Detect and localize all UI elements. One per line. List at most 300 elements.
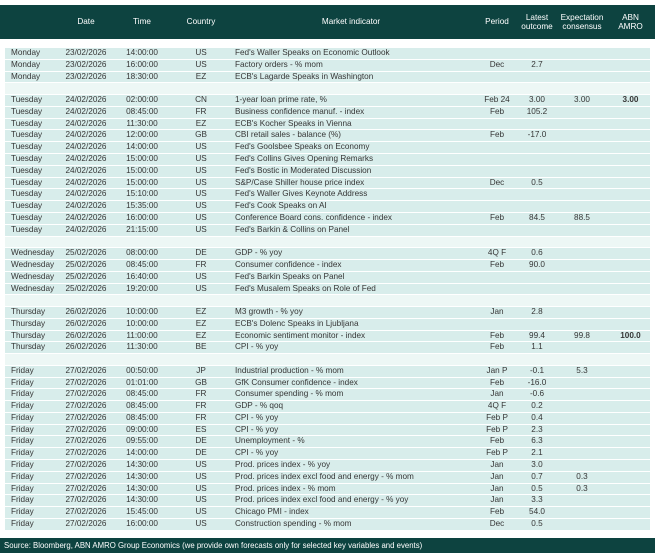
- cell-country: EZ: [195, 318, 207, 328]
- cell-time: 11:30:00: [126, 342, 158, 352]
- table-body: [0, 48, 655, 530]
- cell-latest: 105.2: [526, 106, 548, 116]
- cell-indicator: Fed's Waller Speaks on Economic Outlook: [235, 48, 390, 57]
- cell-date: 26/02/2026: [65, 318, 107, 328]
- cell-indicator: Fed's Waller Gives Keynote Address: [235, 189, 368, 199]
- cell-period: Jan: [490, 483, 504, 493]
- table-row: [5, 484, 650, 495]
- header-abnamro-line2: AMRO: [618, 22, 643, 31]
- cell-period: Feb: [489, 106, 505, 116]
- cell-country: DE: [195, 448, 207, 458]
- cell-time: 02:00:00: [126, 94, 158, 104]
- cell-latest: 0.5: [531, 483, 543, 493]
- cell-indicator: GDP - % yoy: [235, 248, 283, 258]
- cell-time: 11:00:00: [126, 330, 158, 340]
- cell-time: 16:00:00: [126, 519, 158, 529]
- cell-indicator: Fed's Barkin Speaks on Panel: [235, 271, 345, 281]
- cell-indicator: Fed's Musalem Speaks on Role of Fed: [235, 283, 376, 293]
- cell-day: Tuesday: [11, 153, 43, 163]
- cell-day: Wednesday: [11, 259, 55, 269]
- cell-period: Feb 24: [484, 94, 510, 104]
- cell-indicator: ECB's Dolenc Speaks in Ljubljana: [235, 318, 359, 328]
- cell-country: US: [195, 212, 207, 222]
- cell-indicator: Chicago PMI - index: [235, 507, 309, 517]
- table-row: [5, 189, 650, 200]
- cell-indicator: Business confidence manuf. - index: [235, 106, 365, 116]
- cell-day: Tuesday: [11, 201, 43, 211]
- cell-indicator: Fed's Bostic in Moderated Discussion: [235, 165, 372, 175]
- table-row: [5, 460, 650, 471]
- cell-date: 23/02/2026: [65, 71, 107, 81]
- cell-day: Tuesday: [11, 118, 43, 128]
- cell-date: 27/02/2026: [65, 507, 107, 517]
- cell-country: US: [195, 224, 207, 234]
- table-row: [5, 107, 650, 118]
- cell-period: Jan: [490, 460, 504, 470]
- cell-date: 26/02/2026: [65, 342, 107, 352]
- cell-date: 25/02/2026: [65, 259, 107, 269]
- cell-indicator: Unemployment - %: [235, 436, 305, 446]
- cell-day: Wednesday: [11, 271, 55, 281]
- cell-country: US: [195, 153, 207, 163]
- cell-period: Jan: [490, 306, 504, 316]
- table-row: [5, 272, 650, 283]
- cell-date: 27/02/2026: [65, 401, 107, 411]
- cell-time: 16:40:00: [126, 271, 158, 281]
- cell-time: 11:30:00: [126, 118, 158, 128]
- cell-time: 15:35:00: [126, 201, 158, 211]
- source-footer: Source: Bloomberg, ABN AMRO Group Economics (we provide own forecasts only for selected key variables and events): [0, 538, 655, 553]
- cell-date: 27/02/2026: [65, 377, 107, 387]
- cell-country: FR: [195, 401, 207, 411]
- cell-date: 25/02/2026: [65, 271, 107, 281]
- cell-indicator: GDP - % qoq: [235, 401, 284, 411]
- cell-day: Thursday: [11, 342, 46, 352]
- cell-country: US: [195, 48, 207, 57]
- cell-time: 09:55:00: [126, 436, 158, 446]
- cell-consensus: 0.3: [576, 483, 588, 493]
- table-row: [5, 72, 650, 83]
- cell-day: Friday: [11, 519, 34, 529]
- cell-time: 08:45:00: [126, 412, 158, 422]
- table-row: [5, 366, 650, 377]
- cell-day: Monday: [11, 59, 41, 69]
- cell-day: Tuesday: [11, 142, 43, 152]
- table-row: [5, 319, 650, 330]
- cell-date: 27/02/2026: [65, 448, 107, 458]
- cell-day: Monday: [11, 71, 41, 81]
- table-row: [5, 201, 650, 212]
- cell-day: Thursday: [11, 306, 46, 316]
- cell-period: Dec: [489, 177, 505, 187]
- cell-day: Friday: [11, 424, 34, 434]
- cell-date: 24/02/2026: [65, 177, 107, 187]
- cell-time: 08:45:00: [126, 259, 158, 269]
- cell-latest: 2.8: [531, 306, 543, 316]
- cell-indicator: CPI - % yoy: [235, 342, 279, 352]
- cell-period: Feb: [489, 130, 505, 140]
- cell-time: 14:30:00: [126, 495, 158, 505]
- cell-consensus: 0.3: [576, 471, 588, 481]
- cell-indicator: Fed's Cook Speaks on AI: [235, 201, 327, 211]
- cell-time: 14:00:00: [126, 48, 158, 57]
- table-row: [5, 519, 650, 530]
- cell-indicator: CPI - % yoy: [235, 412, 279, 422]
- table-row: [5, 119, 650, 130]
- cell-date: 27/02/2026: [65, 460, 107, 470]
- header-consensus-line2: consensus: [562, 22, 602, 31]
- table-row: [5, 225, 650, 236]
- cell-abnamro: 100.0: [620, 330, 641, 340]
- table-row: [5, 331, 650, 342]
- day-separator: [5, 354, 650, 365]
- table-row: [5, 130, 650, 141]
- cell-period: Feb: [489, 342, 505, 352]
- cell-time: 08:45:00: [126, 401, 158, 411]
- cell-time: 08:45:00: [126, 106, 158, 116]
- cell-date: 24/02/2026: [65, 189, 107, 199]
- cell-indicator: ECB's Lagarde Speaks in Washington: [235, 71, 374, 81]
- cell-country: FR: [195, 412, 207, 422]
- cell-country: US: [195, 189, 207, 199]
- cell-day: Tuesday: [11, 130, 43, 140]
- cell-date: 27/02/2026: [65, 412, 107, 422]
- cell-date: 24/02/2026: [65, 153, 107, 163]
- cell-country: EZ: [195, 71, 207, 81]
- cell-time: 15:00:00: [126, 165, 158, 175]
- cell-country: JP: [196, 365, 206, 375]
- cell-country: US: [195, 177, 207, 187]
- table-row: [5, 436, 650, 447]
- header-time: Time: [133, 17, 151, 27]
- cell-indicator: Fed's Collins Gives Opening Remarks: [235, 153, 374, 163]
- cell-country: CN: [195, 94, 207, 104]
- cell-date: 27/02/2026: [65, 365, 107, 375]
- cell-day: Friday: [11, 507, 34, 517]
- cell-date: 27/02/2026: [65, 495, 107, 505]
- cell-country: ES: [195, 424, 207, 434]
- cell-time: 14:30:00: [126, 460, 158, 470]
- cell-indicator: Consumer spending - % mom: [235, 389, 344, 399]
- day-separator: [5, 83, 650, 94]
- cell-period: 4Q F: [487, 248, 507, 258]
- cell-time: 08:45:00: [126, 389, 158, 399]
- cell-day: Friday: [11, 377, 34, 387]
- cell-day: Tuesday: [11, 212, 43, 222]
- cell-period: Feb: [489, 507, 505, 517]
- cell-day: Friday: [11, 401, 34, 411]
- cell-day: Friday: [11, 448, 34, 458]
- cell-indicator: CPI - % yoy: [235, 448, 279, 458]
- cell-indicator: Construction spending - % mom: [235, 519, 352, 529]
- cell-country: US: [195, 507, 207, 517]
- cell-date: 26/02/2026: [65, 306, 107, 316]
- cell-consensus: 88.5: [574, 212, 590, 222]
- cell-indicator: 1-year loan prime rate, %: [235, 94, 327, 104]
- cell-period: Jan P: [486, 365, 508, 375]
- table-row: [5, 425, 650, 436]
- cell-latest: 2.1: [531, 448, 543, 458]
- cell-latest: 2.3: [531, 424, 543, 434]
- cell-day: Tuesday: [11, 177, 43, 187]
- cell-latest: 90.0: [529, 259, 545, 269]
- cell-period: Dec: [489, 519, 505, 529]
- cell-country: EZ: [195, 306, 207, 316]
- cell-latest: 3.3: [531, 495, 543, 505]
- cell-date: 27/02/2026: [65, 471, 107, 481]
- cell-date: 24/02/2026: [65, 118, 107, 128]
- table-row: [5, 448, 650, 459]
- cell-country: GB: [195, 377, 207, 387]
- header-abnamro-line1: ABN: [622, 12, 639, 22]
- cell-day: Friday: [11, 436, 34, 446]
- cell-day: Tuesday: [11, 224, 43, 234]
- cell-day: Thursday: [11, 318, 46, 328]
- cell-period: Feb P: [486, 424, 508, 434]
- cell-country: US: [195, 495, 207, 505]
- cell-latest: -0.1: [529, 365, 545, 375]
- cell-period: Feb: [489, 259, 505, 269]
- cell-country: FR: [195, 106, 207, 116]
- table-row: [5, 178, 650, 189]
- cell-time: 18:30:00: [126, 71, 158, 81]
- table-row: [5, 166, 650, 177]
- cell-day: Friday: [11, 471, 34, 481]
- cell-day: Friday: [11, 495, 34, 505]
- cell-time: 01:01:00: [126, 377, 158, 387]
- cell-indicator: ECB's Kocher Speaks in Vienna: [235, 118, 352, 128]
- cell-date: 24/02/2026: [65, 142, 107, 152]
- cell-time: 15:10:00: [126, 189, 158, 199]
- cell-time: 19:20:00: [126, 283, 158, 293]
- cell-day: Friday: [11, 460, 34, 470]
- cell-time: 15:00:00: [126, 153, 158, 163]
- table-row: [5, 95, 650, 106]
- cell-date: 25/02/2026: [65, 283, 107, 293]
- cell-consensus: 3.00: [574, 94, 590, 104]
- cell-period: Jan: [490, 495, 504, 505]
- cell-date: 27/02/2026: [65, 483, 107, 493]
- cell-indicator: Fed's Barkin & Collins on Panel: [235, 224, 350, 234]
- cell-country: GB: [195, 130, 207, 140]
- cell-date: 24/02/2026: [65, 212, 107, 222]
- header-consensus-line1: Expectation: [560, 12, 604, 22]
- cell-indicator: M3 growth - % yoy: [235, 306, 303, 316]
- cell-latest: 2.7: [531, 59, 543, 69]
- cell-latest: 0.4: [531, 412, 543, 422]
- header-market-indicator: Market indicator: [321, 17, 381, 27]
- cell-time: 14:00:00: [126, 142, 158, 152]
- table-row: [5, 495, 650, 506]
- table-row: [5, 60, 650, 71]
- table-row: [5, 413, 650, 424]
- cell-date: 23/02/2026: [65, 48, 107, 57]
- cell-country: US: [195, 283, 207, 293]
- cell-country: US: [195, 165, 207, 175]
- cell-indicator: Fed's Goolsbee Speaks on Economy: [235, 142, 370, 152]
- table-row: [5, 472, 650, 483]
- cell-indicator: S&P/Case Shiller house price index: [235, 177, 365, 187]
- cell-date: 27/02/2026: [65, 436, 107, 446]
- cell-country: US: [195, 519, 207, 529]
- cell-time: 00:50:00: [126, 365, 158, 375]
- cell-time: 15:00:00: [126, 177, 158, 187]
- cell-latest: 0.7: [531, 471, 543, 481]
- cell-latest: 6.3: [531, 436, 543, 446]
- day-separator: [5, 237, 650, 248]
- header-expectation-consensus: [553, 13, 611, 32]
- cell-period: Feb: [489, 212, 505, 222]
- cell-date: 24/02/2026: [65, 224, 107, 234]
- cell-period: Feb: [489, 436, 505, 446]
- cell-latest: -0.6: [529, 389, 545, 399]
- cell-time: 08:00:00: [126, 248, 158, 258]
- cell-country: FR: [195, 389, 207, 399]
- cell-time: 09:00:00: [126, 424, 158, 434]
- cell-consensus: 99.8: [574, 330, 590, 340]
- cell-date: 24/02/2026: [65, 130, 107, 140]
- cell-period: Feb P: [486, 412, 508, 422]
- table-row: [5, 507, 650, 518]
- table-row: [5, 248, 650, 259]
- cell-day: Thursday: [11, 330, 46, 340]
- cell-day: Wednesday: [11, 283, 55, 293]
- cell-country: US: [195, 460, 207, 470]
- cell-consensus: 5.3: [576, 365, 588, 375]
- cell-date: 27/02/2026: [65, 424, 107, 434]
- cell-date: 26/02/2026: [65, 330, 107, 340]
- header-date: Date: [77, 17, 95, 27]
- cell-period: 4Q F: [487, 401, 507, 411]
- table-row: [5, 378, 650, 389]
- cell-country: US: [195, 201, 207, 211]
- cell-period: Feb: [489, 330, 505, 340]
- table-row: [5, 48, 650, 59]
- table-row: [5, 342, 650, 353]
- table-header: [0, 5, 655, 39]
- header-latest-line1: Latest: [525, 12, 549, 22]
- cell-date: 24/02/2026: [65, 94, 107, 104]
- cell-country: US: [195, 471, 207, 481]
- cell-country: US: [195, 59, 207, 69]
- table-row: [5, 284, 650, 295]
- header-abn-amro: [611, 13, 650, 32]
- cell-latest: 0.2: [531, 401, 543, 411]
- cell-indicator: CBI retail sales - balance (%): [235, 130, 342, 140]
- cell-country: DE: [195, 248, 207, 258]
- cell-time: 14:30:00: [126, 471, 158, 481]
- cell-period: Jan: [490, 471, 504, 481]
- cell-time: 16:00:00: [126, 59, 158, 69]
- cell-period: Feb: [489, 377, 505, 387]
- cell-day: Tuesday: [11, 94, 43, 104]
- cell-indicator: Industrial production - % mom: [235, 365, 344, 375]
- cell-time: 15:45:00: [126, 507, 158, 517]
- cell-date: 25/02/2026: [65, 248, 107, 258]
- cell-period: Jan: [490, 389, 504, 399]
- cell-date: 24/02/2026: [65, 165, 107, 175]
- cell-country: DE: [195, 436, 207, 446]
- cell-indicator: Factory orders - % mom: [235, 59, 323, 69]
- cell-country: BE: [195, 342, 207, 352]
- cell-country: EZ: [195, 118, 207, 128]
- cell-date: 27/02/2026: [65, 389, 107, 399]
- cell-day: Monday: [11, 48, 41, 57]
- header-period: Period: [485, 17, 509, 27]
- table-row: [5, 389, 650, 400]
- cell-time: 10:00:00: [126, 318, 158, 328]
- cell-day: Tuesday: [11, 165, 43, 175]
- header-country: Country: [186, 17, 216, 27]
- table-row: [5, 307, 650, 318]
- cell-latest: 3.0: [531, 460, 543, 470]
- cell-latest: -16.0: [527, 377, 547, 387]
- cell-indicator: Prod. prices index - % mom: [235, 483, 336, 493]
- cell-latest: 0.6: [531, 248, 543, 258]
- cell-time: 21:15:00: [126, 224, 158, 234]
- cell-indicator: Conference Board cons. confidence - index: [235, 212, 393, 222]
- cell-date: 27/02/2026: [65, 519, 107, 529]
- cell-indicator: Prod. prices index excl food and energy - % yoy: [235, 495, 409, 505]
- cell-day: Friday: [11, 483, 34, 493]
- cell-time: 14:00:00: [126, 448, 158, 458]
- cell-day: Wednesday: [11, 248, 55, 258]
- table-row: [5, 213, 650, 224]
- cell-latest: 54.0: [529, 507, 545, 517]
- cell-latest: 0.5: [531, 177, 543, 187]
- cell-latest: 0.5: [531, 519, 543, 529]
- cell-day: Friday: [11, 412, 34, 422]
- cell-day: Friday: [11, 365, 34, 375]
- cell-country: EZ: [195, 330, 207, 340]
- cell-indicator: GfK Consumer confidence - index: [235, 377, 358, 387]
- cell-indicator: CPI - % yoy: [235, 424, 279, 434]
- day-separator: [5, 295, 650, 306]
- cell-date: 24/02/2026: [65, 106, 107, 116]
- cell-date: 24/02/2026: [65, 201, 107, 211]
- header-latest-line2: outcome: [521, 22, 553, 31]
- cell-time: 12:00:00: [126, 130, 158, 140]
- table-row: [5, 142, 650, 153]
- cell-country: US: [195, 483, 207, 493]
- cell-time: 14:30:00: [126, 483, 158, 493]
- cell-latest: 3.00: [529, 94, 545, 104]
- cell-latest: 1.1: [531, 342, 543, 352]
- cell-latest: 84.5: [529, 212, 545, 222]
- cell-indicator: Economic sentiment monitor - index: [235, 330, 366, 340]
- cell-day: Friday: [11, 389, 34, 399]
- cell-day: Tuesday: [11, 106, 43, 116]
- cell-abnamro: 3.00: [622, 94, 639, 104]
- cell-period: Dec: [489, 59, 505, 69]
- cell-country: US: [195, 271, 207, 281]
- cell-indicator: Prod. prices index excl food and energy - % mom: [235, 471, 414, 481]
- cell-time: 16:00:00: [126, 212, 158, 222]
- cell-latest: 99.4: [529, 330, 545, 340]
- table-row: [5, 401, 650, 412]
- cell-date: 23/02/2026: [65, 59, 107, 69]
- table-row: [5, 260, 650, 271]
- header-latest-outcome: [521, 13, 553, 32]
- table-row: [5, 154, 650, 165]
- cell-period: Feb P: [486, 448, 508, 458]
- cell-indicator: Consumer confidence - index: [235, 259, 342, 269]
- cell-latest: -17.0: [527, 130, 547, 140]
- cell-time: 10:00:00: [126, 306, 158, 316]
- cell-indicator: Prod. prices index - % yoy: [235, 460, 331, 470]
- cell-day: Tuesday: [11, 189, 43, 199]
- cell-country: FR: [195, 259, 207, 269]
